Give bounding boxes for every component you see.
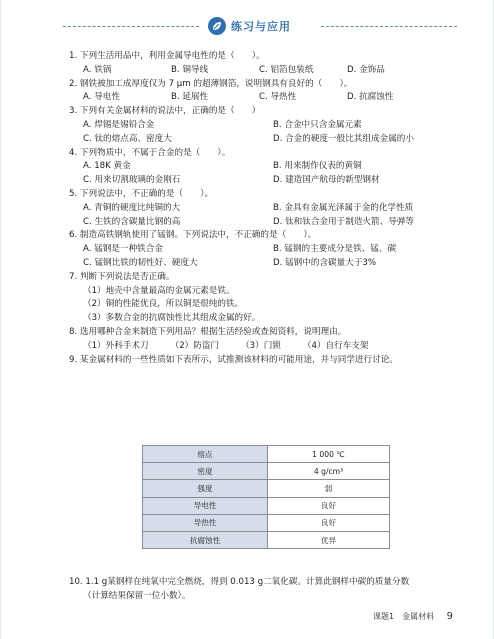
option-c: C. 生铁的含碳量比钢的高 bbox=[83, 216, 181, 227]
item-door-lock: （3）门锁 bbox=[241, 340, 281, 351]
option-c: C. 锰钢比铁的韧性好、硬度大 bbox=[83, 257, 198, 268]
option-d: D. 钛和钛合金用于制造火箭、导弹等 bbox=[273, 216, 414, 227]
options-row bbox=[69, 119, 469, 133]
question-2 bbox=[69, 78, 469, 106]
question-3 bbox=[69, 105, 469, 146]
table-row bbox=[143, 480, 390, 497]
page-footer bbox=[373, 611, 453, 622]
table-row bbox=[143, 446, 390, 463]
section-title: 练习与应用 bbox=[231, 20, 291, 33]
question-note: （计算结果保留一位小数）。 bbox=[83, 591, 191, 601]
option-c: C. 铝箔包装纸 bbox=[259, 64, 314, 75]
option-b: B. 铜导线 bbox=[171, 64, 209, 75]
property-name: 抗腐蚀性 bbox=[143, 531, 268, 548]
property-value: 良好 bbox=[268, 514, 390, 531]
option-d: D. 建造国产航母的新型钢材 bbox=[273, 175, 380, 186]
question-stem: 9. 某金属材料的一些性质如下表所示，试推测该材料的可能用途，并与同学进行讨论。 bbox=[69, 354, 398, 365]
statement-item: （2）铜的性能优良，所以铜是很纯的铁。 bbox=[83, 299, 244, 310]
options-row bbox=[69, 160, 469, 174]
property-name: 强度 bbox=[143, 480, 268, 497]
header-rule-left bbox=[63, 26, 199, 27]
property-value: 1 000 ℃ bbox=[268, 446, 390, 463]
question-9 bbox=[69, 354, 469, 368]
question-stem: 4. 下列物质中，不属于合金的是（ ）。 bbox=[69, 147, 231, 158]
properties-table bbox=[142, 445, 390, 549]
page-number: 9 bbox=[446, 611, 453, 622]
options-row bbox=[69, 64, 469, 78]
question-8 bbox=[69, 326, 469, 354]
question-stem: 8. 选用哪种合金来制造下列用品？根据生活经验或查阅资料，说明理由。 bbox=[69, 326, 347, 337]
option-b: B. 锰钢的主要成分是铁、锰、碳 bbox=[273, 244, 397, 255]
question-stem: 10. 1.1 g某钢样在纯氧中完全燃烧，得到 0.013 g二氧化碳。计算此钢样中碳的质量分数 bbox=[69, 577, 410, 587]
property-value: 弱 bbox=[268, 480, 390, 497]
option-d: D. 锰钢中的含碳量大于3% bbox=[273, 257, 377, 268]
option-c: C. 用来切割玻璃的金刚石 bbox=[83, 175, 181, 186]
options-row bbox=[69, 216, 469, 230]
header-rule-right bbox=[321, 26, 457, 27]
statement-item: （1）地壳中含量最高的金属元素是铁。 bbox=[83, 285, 235, 296]
option-b: B. 延展性 bbox=[171, 92, 209, 103]
options-row bbox=[69, 133, 469, 147]
question-1 bbox=[69, 50, 469, 78]
option-d: D. 抗腐蚀性 bbox=[347, 92, 394, 103]
question-7 bbox=[69, 271, 469, 326]
item-security-door: （2）防盗门 bbox=[170, 340, 220, 351]
table-row bbox=[143, 497, 390, 514]
options-row bbox=[69, 202, 469, 216]
option-d: D. 合金的硬度一般比其组成金属的小 bbox=[273, 133, 414, 144]
property-name: 导热性 bbox=[143, 514, 268, 531]
option-b: B. 金具有金属光泽属于金的化学性质 bbox=[273, 202, 414, 213]
question-stem: 3. 下列有关金属材料的说法中，正确的是（ ） bbox=[69, 106, 261, 117]
option-c: C. 导热性 bbox=[259, 92, 297, 103]
question-10 bbox=[69, 575, 474, 603]
options-row bbox=[69, 91, 469, 105]
option-b: B. 用来制作仪表的黄铜 bbox=[273, 161, 362, 172]
question-5 bbox=[69, 188, 469, 229]
option-c: C. 钛的熔点高、密度大 bbox=[83, 133, 172, 144]
question-stem: 6. 制造高铁钢轨使用了锰钢。下列说法中，不正确的是（ ）。 bbox=[69, 230, 317, 241]
property-name: 导电性 bbox=[143, 497, 268, 514]
question-stem: 5. 下列说法中，不正确的是（ ）。 bbox=[69, 188, 214, 199]
property-name: 熔点 bbox=[143, 446, 268, 463]
option-d: D. 金饰品 bbox=[347, 64, 385, 75]
options-row bbox=[69, 174, 469, 188]
option-a: A. 锰钢是一种铁合金 bbox=[83, 244, 163, 255]
items-row bbox=[69, 340, 469, 354]
item-bike-frame: （4）自行车支架 bbox=[302, 340, 369, 351]
exercise-list bbox=[69, 50, 469, 367]
options-row bbox=[69, 243, 469, 257]
section-header bbox=[63, 16, 457, 36]
unit-label: 课题1 金属材料 bbox=[372, 612, 435, 621]
property-value: 优异 bbox=[268, 531, 390, 548]
option-b: B. 合金中只含金属元素 bbox=[273, 119, 362, 130]
option-a: A. 铁锅 bbox=[83, 64, 112, 75]
option-a: A. 青铜的硬度比纯铜的大 bbox=[83, 202, 181, 213]
options-row bbox=[69, 257, 469, 271]
leaf-swirl-icon bbox=[208, 17, 226, 35]
question-stem: 2. 钢铁被加工成厚度仅为 7 μm 的超薄钢箔，说明钢具有良好的（ ）。 bbox=[69, 78, 353, 89]
statement-item: （3）多数合金的抗腐蚀性比其组成金属的好。 bbox=[83, 313, 261, 324]
item-scalpel: （1）外科手术刀 bbox=[83, 340, 149, 351]
property-name: 密度 bbox=[143, 463, 268, 480]
question-stem: 1. 下列生活用品中，利用金属导电性的是（ ）。 bbox=[69, 51, 265, 61]
property-value: 4 g/cm³ bbox=[268, 463, 390, 480]
question-stem: 7. 判断下列说法是否正确。 bbox=[69, 271, 175, 282]
table-row bbox=[143, 463, 390, 480]
question-4 bbox=[69, 147, 469, 188]
table-row bbox=[143, 531, 390, 548]
option-a: A. 焊锡是锡铅合金 bbox=[83, 119, 155, 130]
option-a: A. 导电性 bbox=[83, 92, 120, 103]
table-row bbox=[143, 514, 390, 531]
question-6 bbox=[69, 229, 469, 270]
option-a: A. 18K 黄金 bbox=[83, 161, 131, 172]
property-value: 良好 bbox=[268, 497, 390, 514]
